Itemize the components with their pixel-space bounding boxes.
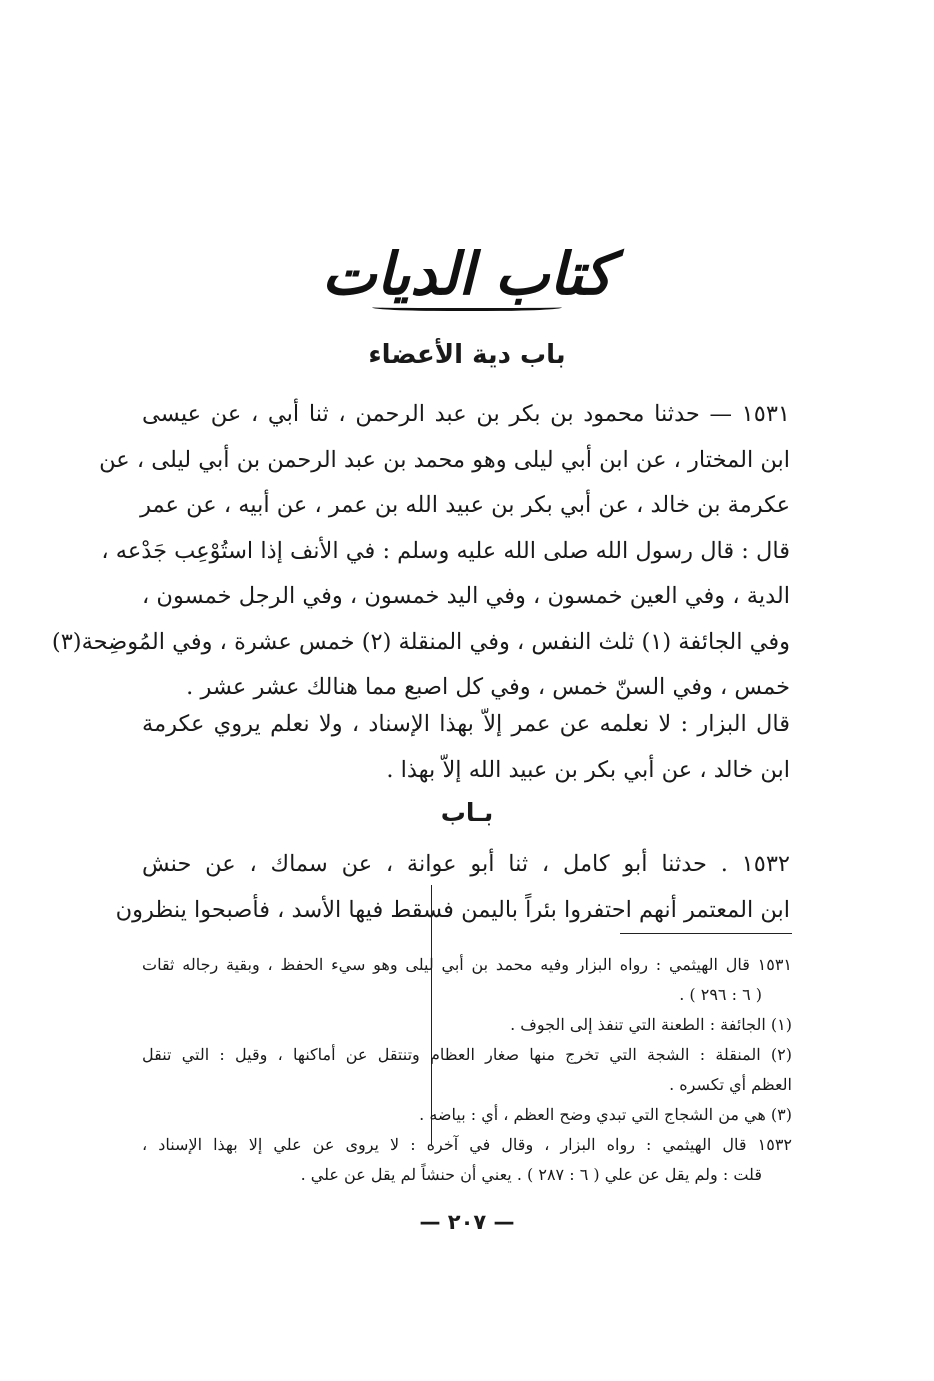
- comment-line: قال البزار : لا نعلمه عن عمر إلاّ بهذا الإسناد ، ولا نعلم يروي عكرمة: [142, 711, 790, 737]
- bazzar-comment: [142, 702, 790, 793]
- hadith-line: عكرمة بن خالد ، عن أبي بكر بن عبيد الله بن عمر ، عن أبيه ، عن عمر: [140, 492, 790, 518]
- hadith-line: ابن المعتمر أنهم احتفروا بئراً باليمن فسقط فيها الأسد ، فأصبحوا ينظرون: [115, 896, 790, 923]
- hadith-line: قال : قال رسول الله صلى الله عليه وسلم : في الأنف إذا استُوْعِب جَدْعه ،: [101, 537, 790, 564]
- footnote-2: [142, 1040, 792, 1100]
- footnote-1531: [142, 950, 792, 1010]
- hadith-line: الدية ، وفي العين خمسون ، وفي اليد خمسون ، وفي الرجل خمسون ،: [142, 583, 790, 609]
- book-title-text: كتاب الديات: [321, 240, 613, 308]
- comment-line: ابن خالد ، عن أبي بكر بن عبيد الله إلاّ بهذا .: [386, 756, 790, 783]
- page-number: — ٢٠٧ —: [419, 1210, 515, 1234]
- footnote-line: قلت : ولم يقل عن علي ( ٦ : ٢٨٧ ) . يعني أن حنشاً لم يقل عن علي .: [300, 1165, 762, 1184]
- footnote-line: ١٥٣٢ قال الهيثمي : رواه البزار ، وقال في آخره : لا يروى عن علي إلا بهذا الإسناد ،: [142, 1135, 792, 1154]
- footnote-line: (٣) هي من الشجاج التي تبدي وضح العظم ، أي : بياضه .: [419, 1105, 792, 1124]
- hadith-1532: [115, 842, 790, 933]
- hadith-1531: [51, 392, 790, 711]
- footnote-1: [142, 1010, 792, 1040]
- footnote-line: العظم أي تكسره .: [669, 1075, 792, 1094]
- hadith-line: خمس ، وفي السنّ خمس ، وفي كل اصبع مما هنالك عشر عشر .: [186, 674, 790, 700]
- chapter-heading: باب دية الأعضاء: [368, 340, 566, 370]
- footnote-line: ١٥٣١ قال الهيثمي : رواه البزار وفيه محمد بن أبي ليلى وهو سيء الحفظ ، وبقية رجاله ثقات: [142, 955, 792, 974]
- footnote-separator: [620, 933, 792, 934]
- footnote-line: ( ٦ : ٢٩٦ ) .: [679, 985, 762, 1004]
- hadith-line: ١٥٣٢ . حدثنا أبو كامل ، ثنا أبو عوانة ، عن سماك ، عن حنش: [142, 851, 790, 877]
- book-title: [0, 240, 934, 311]
- hadith-line: وفي الجائفة (١) ثلث النفس ، وفي المنقلة (٢) خمس عشرة ، وفي المُوضِحة(٣): [51, 628, 790, 655]
- footnotes: [142, 950, 792, 1190]
- footnote-1532: [142, 1130, 792, 1190]
- footnote-line: (١) الجائفة : الطعنة التي تنفذ إلى الجوف .: [510, 1015, 792, 1034]
- hadith-line: ابن المختار ، عن ابن أبي ليلى وهو محمد بن عبد الرحمن بن أبي ليلى ، عن: [99, 446, 790, 473]
- section-heading: بـاب: [440, 798, 494, 827]
- footnote-3: [142, 1100, 792, 1130]
- hadith-line: ١٥٣١ — حدثنا محمود بن بكر بن عبد الرحمن ، ثنا أبي ، عن عيسى: [142, 401, 790, 427]
- footnote-line: (٢) المنقلة : الشجة التي تخرج منها صغار العظام وتنتقل عن أماكنها ، وقيل : التي تنقل: [142, 1045, 792, 1064]
